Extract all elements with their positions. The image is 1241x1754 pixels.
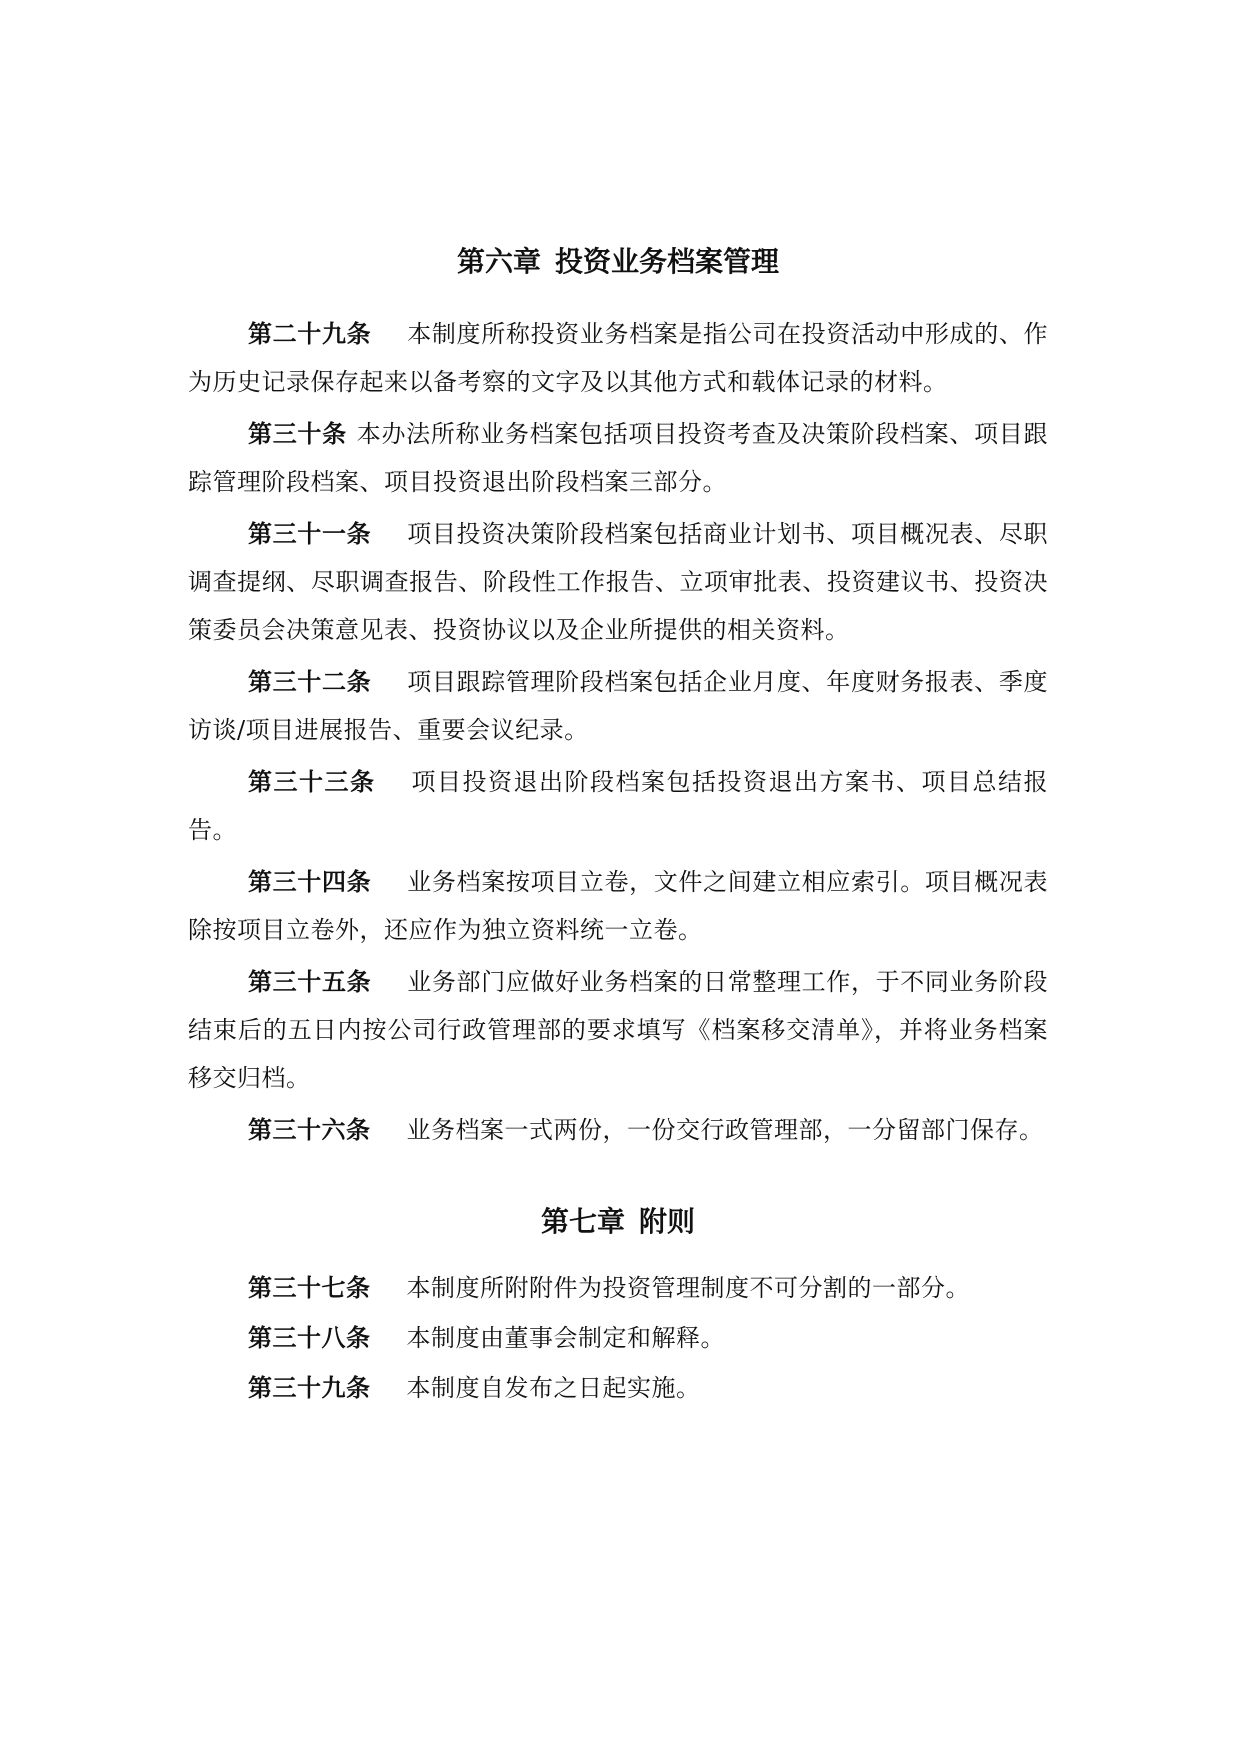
article-text: 本办法所称业务档案包括项目投资考查及决策阶段档案、项目跟踪管理阶段档案、项目投资退出阶段档案三部分。 (188, 420, 1049, 496)
chapter-name: 投资业务档案管理 (555, 245, 780, 278)
article-text: 项目跟踪管理阶段档案包括企业月度、年度财务报表、季度访谈/项目进展报告、重要会议纪录。 (188, 668, 1048, 744)
article-label: 第三十五条 (248, 968, 372, 996)
chapter-name: 附则 (639, 1205, 696, 1238)
article-label: 第三十八条 (248, 1324, 371, 1352)
article (188, 510, 1048, 654)
article-label: 第三十九条 (248, 1374, 371, 1402)
article-text: 业务档案按项目立卷，文件之间建立相应索引。项目概况表除按项目立卷外，还应作为独立资料统一立卷。 (188, 868, 1048, 944)
article-label: 第三十三条 (248, 768, 376, 796)
article-text: 本制度自发布之日起实施。 (406, 1374, 701, 1402)
article-label: 第三十七条 (248, 1274, 371, 1302)
chapter-number: 第六章 (456, 245, 541, 278)
article (188, 758, 1048, 854)
article (188, 1106, 1048, 1154)
chapter-number: 第七章 (540, 1205, 625, 1238)
chapter-6-articles (188, 310, 1048, 1158)
article-text: 项目投资决策阶段档案包括商业计划书、项目概况表、尽职调查提纲、尽职调查报告、阶段性工作报告、立项审批表、投资建议书、投资决策委员会决策意见表、投资协议以及企业所提供的相关资料。 (188, 520, 1048, 644)
article-text: 本制度所称投资业务档案是指公司在投资活动中形成的、作为历史记录保存起来以备考察的文字及以其他方式和载体记录的材料。 (188, 320, 1048, 396)
article-label: 第三十二条 (248, 668, 372, 696)
article-label: 第三十四条 (248, 868, 372, 896)
chapter-title (188, 242, 1048, 282)
article (188, 410, 1048, 506)
article-text: 本制度所附附件为投资管理制度不可分割的一部分。 (406, 1274, 970, 1302)
article-text: 业务部门应做好业务档案的日常整理工作，于不同业务阶段结束后的五日内按公司行政管理部的要求填写《档案移交清单》，并将业务档案移交归档。 (188, 968, 1048, 1092)
article-text: 本制度由董事会制定和解释。 (406, 1324, 725, 1352)
chapter-title (188, 1202, 1048, 1242)
article-label: 第三十一条 (248, 520, 372, 548)
article (188, 1264, 1048, 1312)
article (188, 1314, 1048, 1362)
article-label: 第二十九条 (248, 320, 372, 348)
chapter-7-articles (188, 1264, 1048, 1414)
article (188, 310, 1048, 406)
article (188, 858, 1048, 954)
article-text: 业务档案一式两份，一份交行政管理部，一分留部门保存。 (406, 1116, 1044, 1144)
article (188, 658, 1048, 754)
article (188, 958, 1048, 1102)
article (188, 1364, 1048, 1412)
article-text: 项目投资退出阶段档案包括投资退出方案书、项目总结报告。 (188, 768, 1048, 844)
article-label: 第三十条 (248, 420, 347, 448)
article-label: 第三十六条 (248, 1116, 371, 1144)
